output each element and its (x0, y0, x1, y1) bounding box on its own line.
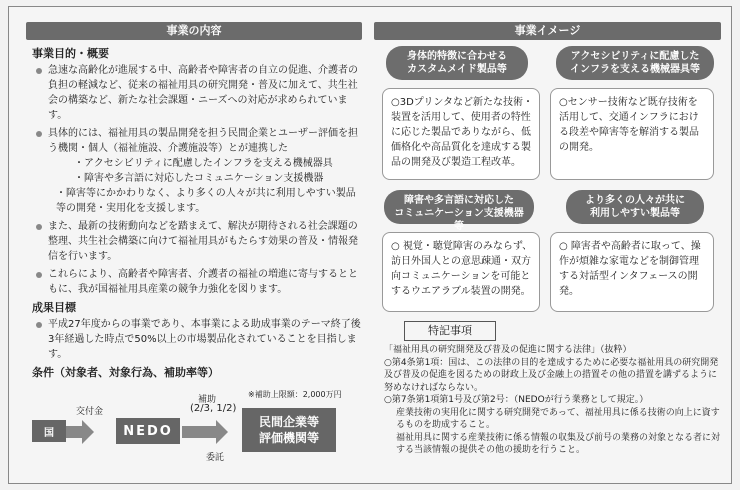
sub-item-3: ・障害等にかかわりなく、より多くの人々が共に利用しやすい製品等の開発・実用化を支援します。 (56, 188, 356, 214)
max-subsidy-label: ※補助上限額：2,000万円 (248, 390, 342, 399)
panel-3-title: 障害や多言語に対応した コミュニケーション支援機器等 (384, 190, 534, 224)
arrow-2-shaft (182, 426, 216, 438)
panel-3-body: ○ 視覚・聴覚障害のみならず、訪日外国人との意思疎通・双方向コミュニケーションを可能とするウエアラブル装置の開発。 (382, 232, 540, 312)
consign-label: 委託 (206, 453, 225, 463)
bullet-2 (30, 126, 362, 216)
nedo-box: NEDO (116, 418, 180, 444)
outcome-title: 成果目標 (32, 301, 76, 314)
purpose-title: 事業目的・概要 (32, 47, 109, 60)
grant-label: 交付金 (76, 407, 104, 417)
arrow-1-icon (82, 420, 94, 444)
right-section-header: 事業イメージ (374, 22, 721, 40)
panel-1-body: ○3Dプリンタなど新たな技術・装置を活用して、使用者の特性に応じた製品でありながら、低価格化や高品質化を達成する製品の開発及び製造工程改革。 (382, 88, 540, 180)
left-section-header: 事業の内容 (26, 22, 362, 40)
panel-2-body: ○センサー技術など既存技術を活用して、交通インフラにおける段差や障害等を解消する製品の開発。 (550, 88, 714, 180)
notes-section (384, 344, 722, 457)
companies-box: 民間企業等 評価機関等 (242, 408, 336, 452)
bullet-2-text: 具体的には、福祉用具の製品開発を担う民間企業とユーザー評価を担う機関・個人（福祉施設、介護施設等）とが連携した (48, 128, 358, 154)
conditions-title: 条件（対象者、対象行為、補助率等） (32, 366, 219, 379)
subsidy-label: 補助 (198, 395, 217, 405)
country-box: 国 (32, 420, 66, 442)
arrow-1-shaft (66, 426, 82, 438)
sub-item-1: ・アクセシビリティに配慮したインフラを支える機械器具 (74, 158, 333, 169)
bullet-1: 急速な高齢化が進展する中、高齢者や障害者の自立の促進、介護者の負担の軽減など、従来の福祉用具の研究開発・普及に加えて、共生社会の構築など、新たな社会課題・ニーズへの対応が求められています。 (30, 63, 362, 123)
panel-4-title: より多くの人々が共に 利用しやすい製品等 (566, 190, 704, 224)
note-article-7: ○第7条第1項第1号及び第2号：（NEDOが行う業務として規定。） (384, 395, 649, 405)
outcome-bullet: 平成27年度からの事業であり、本事業による助成事業のテーマ終了後3年経過した時点で50%以上の市場製品化されていることを目指します。 (30, 317, 362, 362)
funding-flow-diagram (30, 390, 360, 470)
panel-1-title: 身体的特徴に合わせる カスタムメイド製品等 (386, 46, 528, 80)
sub-item-2: ・障害や多言語に対応したコミュニケーション支援機器 (74, 173, 324, 184)
subsidy-rate-label: (2/3, 1/2) (190, 403, 237, 414)
arrow-2-icon (216, 420, 228, 444)
business-content-section (30, 46, 362, 382)
panel-2-title: アクセシビリティに配慮した インフラを支える機械器具等 (556, 46, 714, 80)
note-law-title: 「福祉用具の研究開発及び普及の促進に関する法律」（抜粋） (384, 345, 632, 355)
notes-title: 特記事項 (404, 321, 496, 341)
note-article-7-item-1: 産業技術の実用化に関する研究開発であって、福祉用具に係る技術の向上に資するものを助成すること。 (396, 407, 720, 430)
note-article-7-item-2: 福祉用具に関する産業技術に係る情報の収集及び前号の業務の対象となる者に対する当該情報の提供その他の援助を行うこと。 (396, 432, 721, 455)
panel-4-body: ○ 障害者や高齢者に取って、操作が煩雑な家電などを制御管理する対話型インタフェースの開発。 (550, 232, 714, 312)
bullet-4: これらにより、高齢者や障害者、介護者の福祉の増進に寄与するとともに、我が国福祉用具産業の競争力強化を図ります。 (30, 267, 362, 297)
note-article-4: ○第4条第1項：国は、この法律の目的を達成するために必要な福祉用具の研究開発及び普及の促進を図るための財政上及び金融上の措置その他の措置を講ずるように努めなければならない。 (384, 357, 719, 393)
bullet-3: また、最新の技術動向などを踏まえて、解決が期待される社会課題の整理、共生社会構築に向けて福祉用具がもたらす効果の普及・情報発信を行います。 (30, 219, 362, 264)
